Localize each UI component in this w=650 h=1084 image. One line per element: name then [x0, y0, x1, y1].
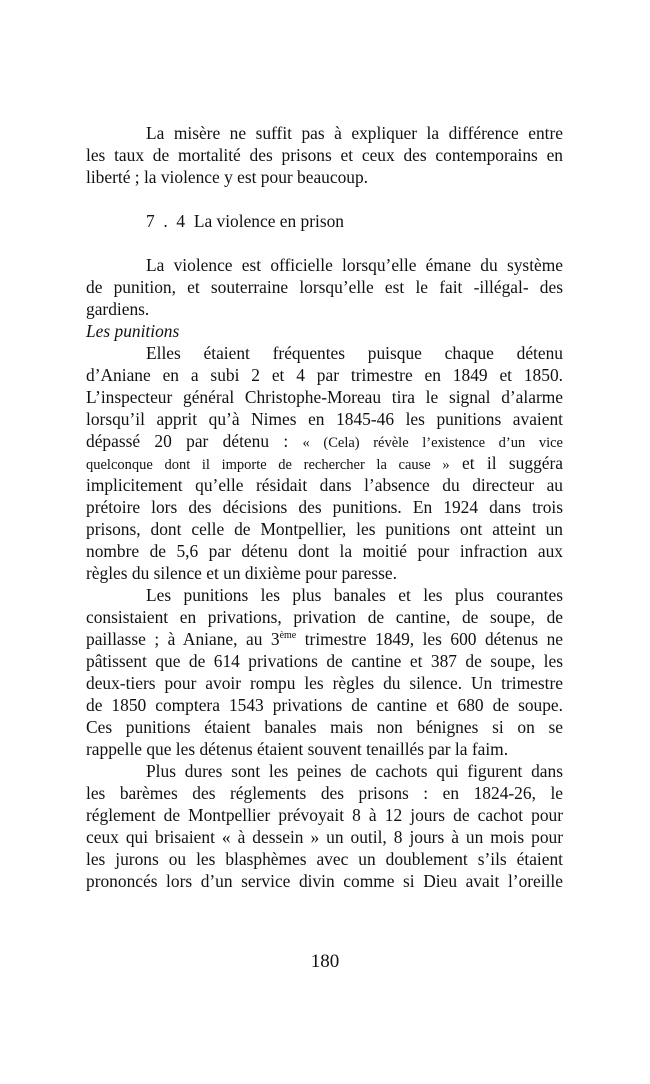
quotation-text: « (Cela) révèle l’existence d’un vice — [302, 435, 563, 451]
superscript: ème — [279, 630, 297, 641]
paragraph — [86, 122, 563, 188]
body-text — [86, 122, 563, 892]
text-run: paillasse ; à Aniane, au 3 — [86, 629, 280, 649]
text-line: Elles étaient fréquentes puisque chaque détenu — [146, 343, 563, 363]
paragraph — [86, 342, 563, 584]
text-line: liberté ; la violence y est pour beaucoup. — [86, 167, 369, 187]
page-number: 180 — [310, 951, 340, 972]
text-line: de punition, et souterraine lorsqu’elle est le fait -illégal- des — [86, 277, 563, 297]
paragraph — [86, 254, 563, 320]
text-line: règles du silence et un dixième pour paresse. — [86, 563, 397, 583]
text-run: trimestre 1849, les 600 détenus ne — [296, 629, 563, 649]
text-line: pâtissent que de 614 privations de cantine et 387 de soupe, les — [86, 651, 563, 671]
text-line: consistaient en privations, privation de cantine, de soupe, de — [86, 607, 563, 627]
text-line: prononcés lors d’un service divin comme si Dieu avait l’oreille — [86, 871, 563, 891]
text-line: nombre de 5,6 par détenu dont la moitié pour infraction aux — [86, 541, 563, 561]
text-run: et il suggéra — [449, 453, 563, 473]
text-line — [86, 628, 563, 650]
text-run: dépassé 20 par détenu : — [86, 431, 303, 451]
text-line: ceux qui brisaient « à dessein » un outil, 8 jours à un mois pour — [86, 827, 563, 847]
text-line: les jurons ou les blasphèmes avec un doublement s’ils étaient — [86, 849, 563, 869]
text-line: prétoire lors des décisions des punitions. En 1924 dans trois — [86, 497, 563, 517]
text-line: prisons, dont celle de Montpellier, les punitions ont atteint un — [86, 519, 563, 539]
subsection-heading: Les punitions — [86, 321, 180, 341]
text-line: les barèmes des réglements des prisons : en 1824-26, le — [86, 783, 563, 803]
text-line: L’inspecteur général Christophe-Moreau tira le signal d’alarme — [86, 387, 563, 407]
text-line: La violence est officielle lorsqu’elle émane du système — [146, 255, 563, 275]
section-heading: 7 . 4 La violence en prison — [146, 211, 345, 231]
text-line: les taux de mortalité des prisons et ceux des contemporains en — [86, 145, 563, 165]
paragraph — [86, 760, 563, 892]
text-line: lorsqu’il apprit qu’à Nimes en 1845-46 les punitions avaient — [86, 409, 563, 429]
text-line: d’Aniane en a subi 2 et 4 par trimestre en 1849 et 1850. — [86, 365, 563, 385]
text-line: Plus dures sont les peines de cachots qui figurent dans — [146, 761, 563, 781]
text-line: rappelle que les détenus étaient souvent tenaillés par la faim. — [86, 739, 509, 759]
blank-line — [86, 188, 563, 210]
text-line: deux-tiers pour avoir rompu les règles du silence. Un trimestre — [86, 673, 563, 693]
blank-line — [86, 232, 563, 254]
text-line — [86, 452, 563, 474]
text-line — [86, 430, 563, 452]
text-line: Ces punitions étaient banales mais non bénignes si on se — [86, 717, 563, 737]
paragraph — [86, 584, 563, 760]
text-line: gardiens. — [86, 299, 150, 319]
text-line: de 1850 comptera 1543 privations de cantine et 680 de soupe. — [86, 695, 563, 715]
text-line: réglement de Montpellier prévoyait 8 à 12 jours de cachot pour — [86, 805, 563, 825]
quotation-text: quelconque dont il importe de rechercher la cause » — [86, 457, 450, 473]
text-line: La misère ne suffit pas à expliquer la différence entre — [146, 123, 563, 143]
text-line: Les punitions les plus banales et les plus courantes — [146, 585, 563, 605]
text-line: implicitement qu’elle résidait dans l’absence du directeur au — [86, 475, 563, 495]
